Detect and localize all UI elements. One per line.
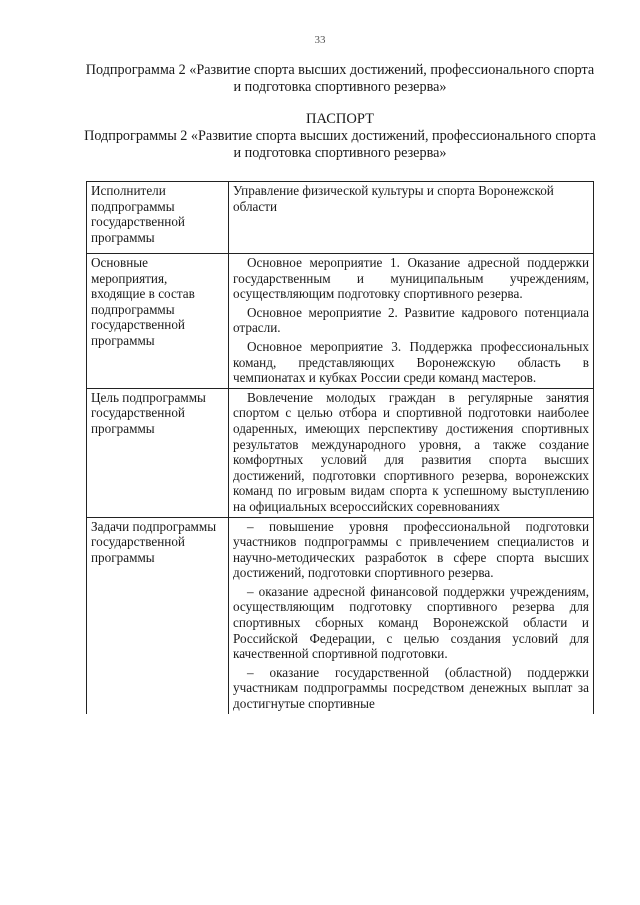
table-row-tasks (87, 517, 594, 714)
page-number: 33 (314, 34, 326, 46)
row-paragraph: – оказание государственной (областной) поддержки участникам подпрограммы посредством денежных выплат за достигнутые спортивные (233, 664, 589, 712)
passport-subheading: Подпрограммы 2 «Развитие спорта высших достижений, профессионального спорта и подготовка спортивного резерва» (84, 128, 596, 161)
row-paragraph: – оказание адресной финансовой поддержки учреждениям, осуществляющим подготовку спортивного резерва для спортивных сборных команд Воронежской области и Российской Федерации, с целью создания условий для качественной спортивной подготовки. (233, 583, 589, 662)
row-content (229, 517, 594, 714)
row-label: Исполнители подпрограммы государственной программы (87, 182, 229, 254)
row-label: Основные мероприятия, входящие в состав подпрограммы государственной программы (87, 254, 229, 389)
row-paragraph: – повышение уровня профессиональной подготовки участников подпрограммы с привлечением специалистов и научно-методических разработок в сфере спорта высших достижений, подготовки спортивного резерва. (233, 518, 589, 581)
row-content (229, 254, 594, 389)
row-content (229, 388, 594, 517)
row-paragraph: Основное мероприятие 1. Оказание адресной поддержки государственным и муниципальным учреждениям, осуществляющим подготовку спортивного резерва. (233, 255, 589, 302)
row-label: Задачи подпрограммы государственной программы (87, 517, 229, 714)
row-paragraph: Управление физической культуры и спорта Воронежской области (233, 183, 554, 214)
passport-heading: ПАСПОРТ (306, 111, 374, 127)
row-content (229, 182, 594, 254)
row-paragraph: Вовлечение молодых граждан в регулярные занятия спортом с целью отбора и спортивной подготовки наиболее одаренных, имеющих перспективу достижения спортивных результатов международного уровня, а также создание комфортных условий для развития спорта высших достижений, подготовки спортивного резерва, воронежских команд по игровым видам спорта к успешному выступлению на официальных всероссийских соревнованиях (233, 389, 589, 514)
subprogram-title: Подпрограмма 2 «Развитие спорта высших достижений, профессионального спорта и подготовка спортивного резерва» (85, 62, 595, 95)
row-paragraph: Основное мероприятие 3. Поддержка профессиональных команд, представляющих Воронежскую область в чемпионатах и кубках России среди команд мастеров. (233, 338, 589, 386)
passport-table (86, 181, 594, 714)
row-paragraph: Основное мероприятие 2. Развитие кадрового потенциала отрасли. (233, 304, 589, 336)
table-row-measures (87, 254, 594, 389)
table-row-executors (87, 182, 594, 254)
row-label: Цель подпрограммы государственной программы (87, 388, 229, 517)
table-row-goal (87, 388, 594, 517)
